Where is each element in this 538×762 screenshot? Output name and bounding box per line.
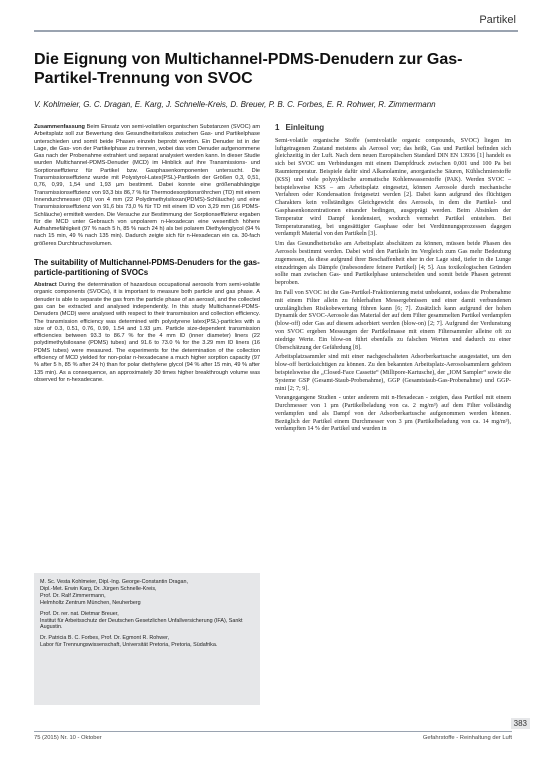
affiliation-line: Dipl.-Met. Erwin Karg, Dr. Jürgen Schnelle-Kreis, <box>40 585 157 592</box>
section-category: Partikel <box>479 14 516 26</box>
body-paragraph: Vorangegangene Studien - unter anderem mit n-Hexadecan - zeigten, dass Partikel mit einem Durchmesser von 1 µm (Partikelbeladung von ca. 2 mg/m³) auf dem Filter vollständig verdampfen und als Dampf von der Adsorberkartusche aufgenommen werden können. Bezüglich der Partikel einem Durchmesser von 3 µm (Partikelbeladung von ca. 14 mg/m³), verdampften 14 % der Partikel und wurden in <box>275 395 511 433</box>
zusammenfassung <box>34 124 260 248</box>
body-paragraph: Im Fall von SVOC ist die Gas-Partikel-Fraktionierung meist unbekannt, sodass die Probenahme mit einem Filter allein zu fehlerhaften Messergebnissen und einer damit verbundenen unzulänglichen Risikobewertung führen kann [6; 7]. Zusätzlich kann aufgrund der hohen Dynamik der SVOC-Aerosole das Material der auf dem Filter gesammelten Partikel verdampfen (blow-off) oder Gas auf diesem adsorbiert werden (blow-on) [2; 7]. Aufgrund der Verdunstung von SVOC ergeben Messungen der Partikelmasse mit einem Filtersammler alleine oft zu niedrige Werte. Ein blow-on führt ebenfalls zu falschen Werten und dadurch zu einer Überschätzung der Gefährdung [8]. <box>275 289 511 351</box>
section-heading <box>275 124 511 132</box>
affiliation-line: Prof. Dr. rer. nat. Dietmar Breuer, <box>40 610 119 617</box>
article-title: Die Eignung von Multichannel-PDMS-Denudern zur Gas-Partikel-Trennung von SVOC <box>34 51 463 87</box>
page-number: 383 <box>511 718 530 729</box>
abstract-column <box>34 124 260 386</box>
section-title: Einleitung <box>285 123 325 132</box>
body-paragraph: Arbeitsplatzsammler sind mit einer nachgeschalteten Adsorberkartusche ausgestattet, um den blow-off berücksichtigen zu können. Zu den bekannten Arbeitsplatz-Aerosolsammlern gehören beispielsweise die „Closed-Face Cassette“ (Millipore-Kartusche), der „IOM Sampler“ sowie die Systeme GSP (Gesamt-Staub-Probenahme), GGP (Gesamtstaub-Gas-Probenahme) und GGP-mini [2; 7; 9]. <box>275 354 511 392</box>
body-paragraph: Semi-volatile organische Stoffe (semivolatile organic compounds, SVOC) liegen im luftgetragenen Zustand meistens als Aerosol vor; das heißt, Gas und Partikel befinden sich gleichzeitig in der Luft. Nach dem neuen Europäischen Standard DIN EN 13936 [1] handelt es sich bei SVOC um Verbindungen mit einem Dampfdruck zwischen 0,001 und 100 Pa bei Raumtemperatur. Beispiele dafür sind Alkanolamine, anorganische Säuren, Kühlschmierstoffe (KSS) und viele polyzyklische aromatische Kohlenwasserstoffe (PAK). Werden SVOC – beispielsweise KSS – am Arbeitsplatz eingesetzt, können Aerosole durch mechanische Verfahren oder Kondensation freigesetzt werden [2]. Dabei kann aufgrund des flüchtigen Charakters kein vollständiges Gleichgewicht des Aerosols, in dem die Partikel- und Gasphasenkonzentrationen einander bedingen, ausgeprägt werden. Beim Absinken der Temperatur wird Dampf kondensiert, wodurch vermehrt Partikel entstehen. Bei Temperaturanstieg, bei ungesättigter Gasphase oder bei Verdünnungsprozessen dagegen verdampft Material von den Partikeln [3]. <box>275 137 511 238</box>
english-abstract <box>34 282 260 384</box>
affiliation-line: Dr. Patricia B. C. Forbes, Prof. Dr. Egmont R. Rohwer, <box>40 635 170 642</box>
journal-issue: 75 (2015) Nr. 10 - Oktober <box>34 735 102 741</box>
zusammenfassung-label: Zusammenfassung <box>34 124 85 130</box>
body-paragraph: Um das Gesundheitsrisiko am Arbeitsplatz abschätzen zu können, müssen beide Phasen des Aerosols bestimmt werden. Dabei wird den Partikeln im Vergleich zum Gas mehr Bedeutung zugemessen, da diese aufgrund ihrer Beschaffenheit eher in der Lage sind, tiefer in die Lunge einzudringen als Dämpfe (insbesondere feinere Partikel) [4; 5]. Aus toxikologischen Gründen sollte man zwischen Gas- und Partikelphase unterscheiden und somit beide Phasen getrennt beproben. <box>275 241 511 287</box>
abstract-label: Abstract <box>34 282 57 289</box>
affiliation-line: M. Sc. Vesta Kohlmeier, Dipl.-Ing. George-Constantin Dragan, <box>40 579 189 585</box>
zusammenfassung-text: Beim Einsatz von semi-volatilen organischen Substanzen (SVOC) am Arbeitsplatz soll zur Bewertung des Gesundheitsrisikos zwischen Gas- und Partikelphase unterschieden und somit beide Phasen einzeln beprobt werden. Ein Denuder ist in der Lage, die Gas- von der Partikelphase zu trennen, wobei das vom Denuder aufgenommene Gas nach der Probenahme extrahiert und separat analysiert werden kann. In dieser Studie wurden Multichannel-PDMS-Denuder (MCD) im Hinblick auf ihre Transmissions- und Sorptionseffizienz für Partikel bzw. Gasphasenkomponenten untersucht. Die Transmissionseffizienz wurde mit Polystyrol-Latex(PSL)-Partikeln der Größen 0,3, 0,51, 0,76, 0,99, 1,54 und 1,93 µm bestimmt. Dabei konnte eine größenabhängige Transmissionseffizienz von 93,3 bis 86,7 % für Thermodesorptionsröhrchen (TD) mit einem Innendurchmesser (ID) von 4 mm (22 Polydimethylsiloxan(PDMS)-Schläuche) und eine Transmissionseffizienz von 91,6 bis 73,0 % für TD mit einem ID von 3,29 mm (16 PDMS-Schläuche) ermittelt werden. Die Versuche zur Bestimmung der Sorptionseffizienz ergaben für die MCD unter Gebrauch von unpolarem n-Hexadecan eine wesentlich höhere Aufnahmefähigkeit (97 % nach 5 h, 85 % nach 24 h) als bei polarem Diethylenglycol (94 % nach 15 min, 49 % nach 135 min). Dadurch zeigte sich für n-Hexadecan ein ca. 30-fach größeres Durchbruchsvolumen. <box>34 124 260 247</box>
footer-rule <box>34 731 512 732</box>
section-number: 1 <box>275 123 280 132</box>
author-list: V. Kohlmeier, G. C. Dragan, E. Karg, J. Schnelle-Kreis, D. Breuer, P. B. C. Forbes, E. R. Rohwer, R. Zimmermann <box>34 100 436 109</box>
abstract-text: During the determination of hazardous occupational aerosols from semi-volatile organic components (SVOCs), it is important to measure both particle and gas phase. A denuder is able to separate the gas from the particle phase of an aerosol, and the collected gas can be extracted and analysed independently. In this study Multichannel-PDMS-Denuders (MCD) were analysed with respect to their transmission and collection efficiency. The transmission efficiency was determined with polystyrene latex(PSL)-particles with a size of 0.3, 0.51, 0.76, 0.99, 1.54 and 1.93 µm. Particle size-dependent transmission efficiencies between 93.3 to 86.7 % for the 4 mm ID (inner diameter) liners (22 polydimethylsiloxane (PDMS) tubes) and 91.6 to 73.0 % for the 3.29 mm ID liners (16 PDMS tubes) were measured. The experiments for the determination of the collection efficiency of MCD yielded for non-polar n-hexadecane a much higher sorption capacity (97 % after 5 h, 85 % after 24 h) than for polar diethylene glycol (94 % after 15 min, 49 % after 135 min). As a consequence, an approximately 30 times higher breakthrough volume was observed for n-hexadecane. <box>34 282 260 383</box>
page-footer <box>34 733 512 747</box>
affiliation-line: Helmholtz Zentrum München, Neuherberg <box>40 599 141 606</box>
body-column <box>275 124 511 436</box>
author-affiliations <box>34 573 260 705</box>
affiliation-line: Prof. Dr. Ralf Zimmermann, <box>40 592 106 599</box>
affiliation-line: Labor für Trennungswissenschaft, Universität Pretoria, Pretoria, Südafrika. <box>40 642 218 649</box>
affiliation-line: Institut für Arbeitsschutz der Deutschen Gesetzlichen Unfallversicherung (IFA), Sankt Augustin. <box>40 617 243 631</box>
running-header <box>0 14 538 32</box>
journal-name: Gefahrstoffe - Reinhaltung der Luft <box>422 735 512 741</box>
english-title: The suitability of Multichannel-PDMS-Denuders for the gas-particle-partitioning of SVOCs <box>34 258 260 278</box>
header-rule <box>34 30 518 32</box>
